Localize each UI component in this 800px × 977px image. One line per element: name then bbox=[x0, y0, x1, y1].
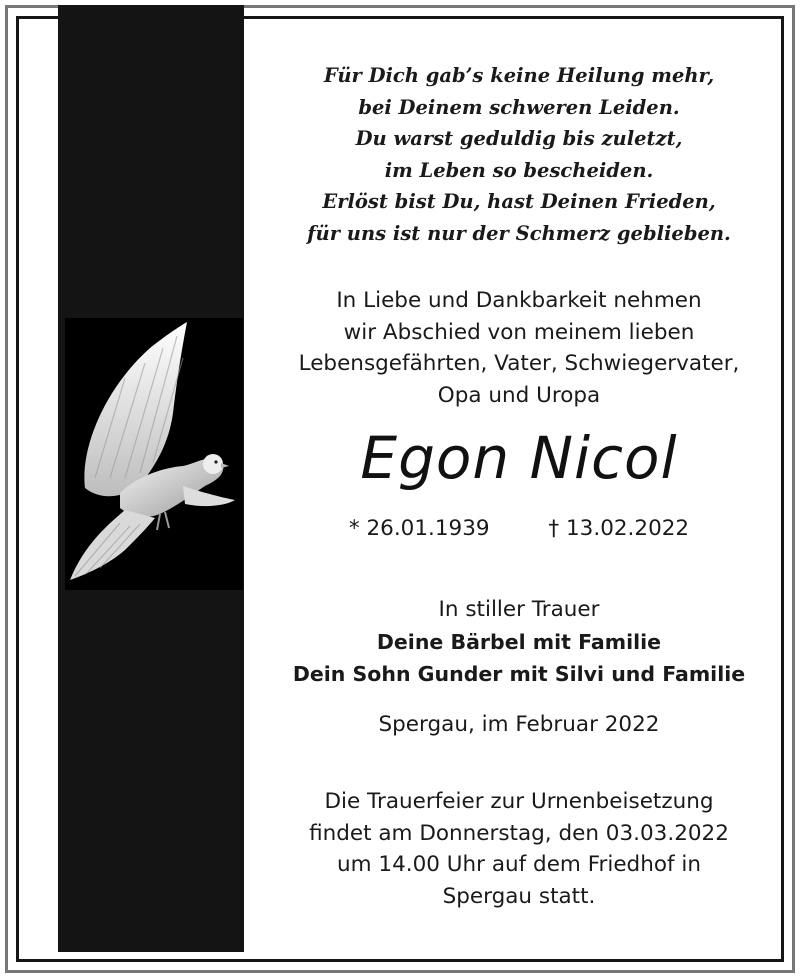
ceremony-line: Die Trauerfeier zur Urnenbeisetzung bbox=[324, 789, 714, 814]
ceremony-line: um 14.00 Uhr auf dem Friedhof in bbox=[337, 852, 701, 877]
poem bbox=[255, 60, 783, 249]
mourner-line: Deine Bärbel mit Familie bbox=[376, 630, 662, 654]
intro-line: Opa und Uropa bbox=[437, 382, 601, 408]
mourners-intro: In stiller Trauer bbox=[438, 597, 600, 622]
poem-line: Du warst geduldig bis zuletzt, bbox=[355, 127, 683, 150]
place-date: Spergau, im Februar 2022 bbox=[378, 712, 660, 737]
poem-line: Erlöst bist Du, hast Deinen Frieden, bbox=[322, 190, 716, 213]
death-date: † 13.02.2022 bbox=[548, 516, 690, 541]
ceremony-line: Spergau statt. bbox=[442, 883, 596, 909]
poem-line: Für Dich gab’s keine Heilung mehr, bbox=[323, 64, 715, 87]
poem-line: für uns ist nur der Schmerz geblieben. bbox=[307, 221, 731, 245]
intro-line: wir Abschied von meinem lieben bbox=[343, 319, 695, 345]
deceased-name: Egon Nicol bbox=[360, 424, 678, 492]
poem-line: bei Deinem schweren Leiden. bbox=[358, 95, 680, 119]
intro-text bbox=[255, 285, 783, 411]
life-dates bbox=[255, 512, 783, 546]
birth-date: * 26.01.1939 bbox=[348, 516, 490, 541]
poem-line: im Leben so bescheiden. bbox=[384, 158, 654, 182]
intro-line: Lebensgefährten, Vater, Schwiegervater, bbox=[298, 351, 740, 376]
mourner-line: Dein Sohn Gunder mit Silvi und Familie bbox=[292, 662, 746, 686]
mourners bbox=[255, 594, 783, 690]
ceremony-line: findet am Donnerstag, den 03.03.2022 bbox=[309, 820, 729, 846]
dove-icon bbox=[65, 318, 243, 590]
dove-image bbox=[65, 318, 243, 590]
ceremony-notice bbox=[255, 786, 783, 912]
intro-line: In Liebe und Dankbarkeit nehmen bbox=[336, 288, 702, 313]
